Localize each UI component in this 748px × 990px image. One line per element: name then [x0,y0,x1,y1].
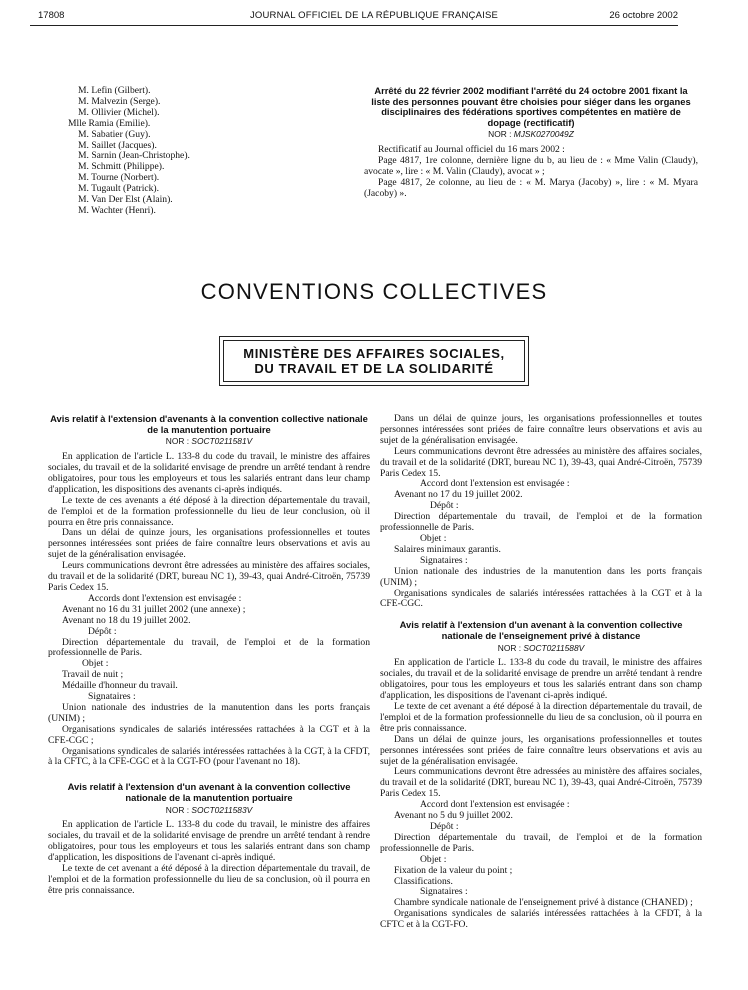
journal-title: JOURNAL OFFICIEL DE LA RÉPUBLIQUE FRANÇAISE [249,10,499,21]
subheading: Objet : [82,658,109,670]
subheading: Signataires : [88,691,136,703]
subheading: Signataires : [420,886,468,898]
list-item: M. Ollivier (Michel). [78,106,160,118]
subheading: Accord dont l'extension est envisagée : [420,478,570,490]
list-item: M. Lefin (Gilbert). [78,85,151,96]
erratum-title: Arrêté du 22 février 2002 modifiant l'arrêté du 24 octobre 2001 fixant la liste des personnes pouvant être choisies pour siéger dans les organes disciplinaires des fédérations sportives compétentes en matière de dopage (rectificatif) [371,85,691,128]
nor-reference [48,805,370,816]
subheading: Dépôt : [430,821,459,832]
list-item: Mlle Ramia (Emilie). [68,117,151,129]
paragraph: En application de l'article L. 133-8 du code du travail, le ministre des affaires sociales, du travail et de la solidarité envisage de prendre un arrêté tendant à rendre obligatoires, pour tous les employeurs et tous les salariés entrant dans leur champ d'application, les dispositions des avenants ci-après indiqués. [48,451,370,495]
nor-code: SOCT0211581V [191,436,253,447]
ministry-box [219,336,529,386]
list-item: M. Sarnin (Jean-Christophe). [78,150,190,162]
paragraph: Leurs communications devront être adressées au ministère des affaires sociales, du travail et de la solidarité (DRT, bureau NC 1), 39-43, quai André-Citroën, 75739 Paris Cedex 15. [380,445,702,479]
objet-line: Classifications. [394,875,453,887]
paragraph: Direction départementale du travail, de l'emploi et de la formation professionnelle de Paris. [380,511,702,534]
objet-line: Travail de nuit ; [62,669,124,681]
signataire: Chambre syndicale nationale de l'enseignement privé à distance (CHANED) ; [394,897,693,909]
list-item: M. Schmitt (Philippe). [78,161,165,173]
left-column [48,414,370,897]
signataire: Union nationale des industries de la manutention dans les ports français (UNIM) ; [48,701,370,724]
signataire: Organisations syndicales de salariés intéressées rattachées à la CGT, à la CFDT, à la CFTC, à la CFE-CGC et à la CGT-FO (pour l'avenant no 18). [48,745,370,768]
subheading: Objet : [420,853,447,865]
signataire: Organisations syndicales de salariés intéressées rattachées à la CGT et à la CFE-CGC ; [48,723,370,746]
avenant-line: Avenant no 18 du 19 juillet 2002. [62,614,191,626]
subheading: Signataires : [420,554,468,566]
avenant-line: Avenant no 16 du 31 juillet 2002 (une annexe) ; [62,603,246,615]
avenant-line: Avenant no 5 du 9 juillet 2002. [394,810,513,822]
subheading: Accords dont l'extension est envisagée : [88,592,242,604]
list-item: M. Tourne (Norbert). [78,172,160,184]
erratum-notice [364,86,698,200]
signataire: Organisations syndicales de salariés intéressées rattachées à la CGT et à la CFE-CGC. [380,587,702,610]
header-rule [30,25,678,26]
subheading: Accord dont l'extension est envisagée : [420,799,570,811]
list-item: M. Tugault (Patrick). [78,183,160,195]
paragraph: Leurs communications devront être adressées au ministère des affaires sociales, du travail et de la solidarité (DRT, bureau NC 1), 39-43, quai André-Citroën, 75739 Paris Cedex 15. [48,560,370,593]
nor-reference [364,129,698,140]
erratum-line: Rectificatif au Journal officiel du 16 mars 2002 : [378,144,565,156]
paragraph: Le texte de ces avenants a été déposé à la direction départementale du travail, de l'emploi et de la formation professionnelle du lieu de leur conclusion, où il pourra en être pris connaissance. [48,494,370,528]
issue-date: 26 octobre 2002 [609,10,678,21]
paragraph: Le texte de cet avenant a été déposé à la direction départementale du travail, de l'emploi et de la formation professionnelle du lieu de sa conclusion, où il pourra en être pris connaissance. [48,863,370,896]
paragraph: Dans un délai de quinze jours, les organisations professionnelles et toutes personnes intéressées sont priées de faire connaître leurs observations et avis au sujet de la généralisation envisagée. [48,527,370,561]
erratum-line: Page 4817, 1re colonne, dernière ligne du b, au lieu de : « Mme Valin (Claudy), avocate », lire : « M. Valin (Claudy), avocat » ; [364,155,698,178]
nor-label: NOR : [165,804,190,815]
list-item: M. Saillet (Jacques). [78,139,157,151]
paragraph: Dans un délai de quinze jours, les organisations professionnelles et toutes personnes intéressées sont priées de faire connaître leurs observations et avis au sujet de la généralisation envisagée. [380,413,702,446]
subheading: Dépôt : [88,625,117,637]
list-item: M. Sabatier (Guy). [78,128,151,140]
objet-line: Fixation de la valeur du point ; [394,864,513,876]
ministry-line: DU TRAVAIL ET DE LA SOLIDARITÉ [254,361,494,376]
nor-reference [380,643,702,654]
names-list [68,85,348,217]
objet-line: Médaille d'honneur du travail. [62,680,178,692]
right-column [380,414,702,931]
list-item: M. Wachter (Henri). [78,204,156,216]
nor-code: SOCT0211588V [523,642,585,653]
notice-title: Avis relatif à l'extension d'un avenant à la convention collective nationale de la manutention portuaire [67,781,351,803]
paragraph: En application de l'article L. 133-8 du code du travail, le ministre des affaires sociales, du travail et de la solidarité envisage de prendre un arrêté tendant à rendre obligatoires, pour tous les employeurs et tous les salariés entrant dans son champ d'application, les dispositions de l'avenant ci-après indiqué. [48,819,370,864]
nor-label: NOR : [165,436,190,447]
ministry-box-inner [223,340,525,382]
avenant-line: Avenant no 17 du 19 juillet 2002. [394,489,523,501]
paragraph: Leurs communications devront être adressées au ministère des affaires sociales, du travail et de la solidarité (DRT, bureau NC 1), 39-43, quai André-Citroën, 75739 Paris Cedex 15. [380,766,702,800]
page-number: 17808 [38,10,65,21]
list-item: M. Malvezin (Serge). [78,95,161,107]
nor-code: MJSK0270049Z [513,129,574,140]
spacer [48,768,370,782]
notice-title: Avis relatif à l'extension d'avenants à la convention collective nationale de la manutention portuaire [50,413,368,435]
paragraph: Direction départementale du travail, de l'emploi et de la formation professionnelle de Paris. [380,831,702,854]
nor-code: SOCT0211583V [191,804,253,815]
subheading: Objet : [420,532,447,544]
objet-line: Salaires minimaux garantis. [394,543,501,555]
erratum-line: Page 4817, 2e colonne, au lieu de : « M. Marya (Jacoby) », lire : « M. Myara (Jacoby) ». [364,177,698,199]
list-item: M. Van Der Elst (Alain). [78,194,173,206]
nor-label: NOR : [488,129,512,140]
notice-title: Avis relatif à l'extension d'un avenant à la convention collective nationale de l'enseignement privé à distance [399,619,683,641]
ministry-line: MINISTÈRE DES AFFAIRES SOCIALES, [243,346,505,361]
paragraph: Le texte de cet avenant a été déposé à la direction départementale du travail, de l'emploi et de la formation professionnelle du lieu de sa conclusion, où il pourra en être pris connaissance. [380,701,702,734]
paragraph: Direction départementale du travail, de l'emploi et de la formation professionnelle de Paris. [48,636,370,659]
section-title: CONVENTIONS COLLECTIVES [200,279,548,304]
signataire: Union nationale des industries de la manutention dans les ports français (UNIM) ; [380,565,702,588]
paragraph: En application de l'article L. 133-8 du code du travail, le ministre des affaires sociales, du travail et de la solidarité envisage de prendre un arrêté tendant à rendre obligatoires, pour tous les employeurs et tous les salariés entrant dans son champ d'application, les dispositions de l'avenant ci-après indiqué. [380,657,702,702]
paragraph: Dans un délai de quinze jours, les organisations professionnelles et toutes personnes intéressées sont priées de faire connaître leurs observations et avis au sujet de la généralisation envisagée. [380,733,702,767]
nor-reference [48,436,370,447]
signataire: Organisations syndicales de salariés intéressées rattachées à la CFDT, à la CFTC et à la CGT-FO. [380,908,702,931]
nor-label: NOR : [497,642,522,653]
subheading: Dépôt : [430,500,459,512]
